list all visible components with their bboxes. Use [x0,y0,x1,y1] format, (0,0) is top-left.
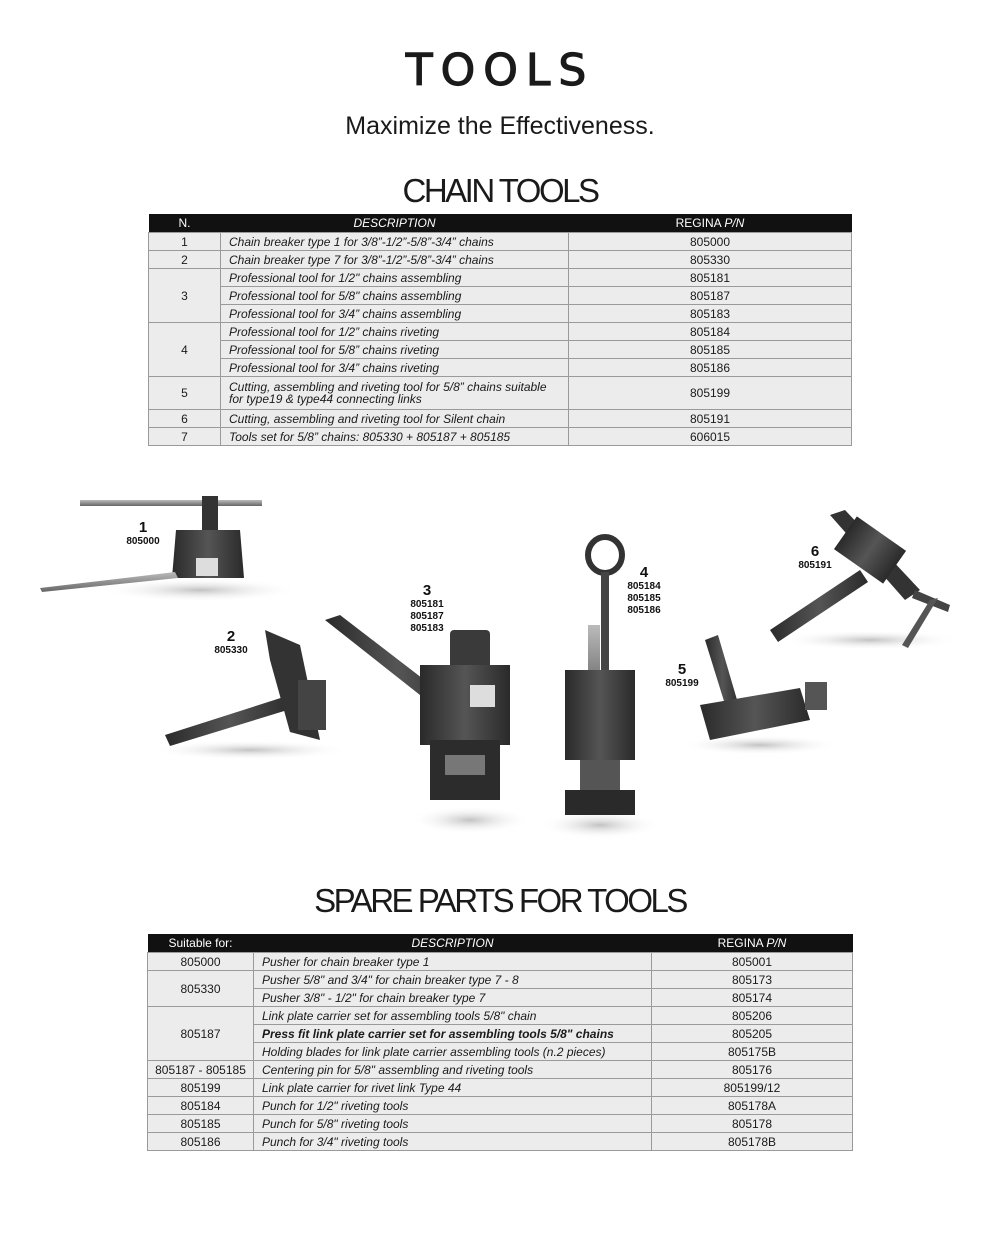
figure-number: 3 [422,582,432,599]
row-description: Cutting, assembling and riveting tool for Silent chain [221,410,569,428]
spare-parts-table [147,934,853,1151]
row-part-number: 606015 [569,428,852,446]
figure-number: 5 [677,661,687,678]
row-description: Holding blades for link plate carrier assembling tools (n.2 pieces) [254,1043,652,1061]
row-part-number: 805206 [652,1007,853,1025]
figure-part-number: 805330 [214,645,248,656]
table-row [148,1025,853,1043]
row-part-number: 805330 [569,251,852,269]
table-row [149,359,852,377]
table-row [148,1079,853,1097]
column-header-description: DESCRIPTION [221,214,569,233]
table-row [148,1043,853,1061]
row-suitable: 805199 [148,1079,254,1097]
row-part-number: 805184 [569,323,852,341]
table-row [149,341,852,359]
table-row [149,305,852,323]
pn-prefix: REGINA [675,216,721,230]
table-row [149,323,852,341]
row-number: 2 [149,251,221,269]
table-row [149,287,852,305]
row-part-number: 805183 [569,305,852,323]
pn-suffix: P/N [766,936,787,950]
row-description: Punch for 5/8" riveting tools [254,1115,652,1133]
row-description: Professional tool for 3/4” chains assembling [221,305,569,323]
figure-part-number: 805191 [798,560,832,571]
figure-label-1 [118,519,168,548]
page-title: TOOLS [405,45,595,96]
figure-label-5 [657,661,707,690]
column-header-pn [652,934,853,953]
row-description: Punch for 3/4" riveting tools [254,1133,652,1151]
table-row [148,1115,853,1133]
table-row [149,428,852,446]
row-number: 7 [149,428,221,446]
row-part-number: 805181 [569,269,852,287]
table-row [148,971,853,989]
table-row [148,989,853,1007]
row-part-number: 805173 [652,971,853,989]
spare-parts-heading: SPARE PARTS FOR TOOLS [314,882,686,919]
row-part-number: 805001 [652,953,853,971]
row-number: 3 [149,269,221,323]
row-part-number: 805176 [652,1061,853,1079]
assembling-tool-icon [325,615,530,834]
table-row [148,1133,853,1151]
row-description: Chain breaker type 7 for 3/8”-1/2”-5/8”-3/4” chains [221,251,569,269]
column-header-n: N. [149,214,221,233]
row-part-number: 805186 [569,359,852,377]
row-part-number: 805175B [652,1043,853,1061]
row-suitable: 805330 [148,971,254,1007]
row-part-number: 805174 [652,989,853,1007]
row-part-number: 805191 [569,410,852,428]
row-description: Pusher 5/8" and 3/4" for chain breaker type 7 - 8 [254,971,652,989]
cutting-assembling-tool-icon [680,635,840,755]
figure-label-2 [206,628,256,657]
table-row [148,1061,853,1079]
row-description: Professional tool for 1/2" chains assembling [221,269,569,287]
row-number: 4 [149,323,221,377]
figure-number: 2 [226,628,236,645]
row-description: Link plate carrier set for assembling tools 5/8" chain [254,1007,652,1025]
row-description: Professional tool for 1/2” chains riveting [221,323,569,341]
row-part-number: 805178A [652,1097,853,1115]
row-description: Professional tool for 5/8” chains riveting [221,341,569,359]
figure-part-number: 805186 [627,605,661,616]
chain-breaker-type-1-icon [40,496,300,602]
row-description: Punch for 1/2" riveting tools [254,1097,652,1115]
figure-part-number: 805181 [410,599,444,610]
row-description: Tools set for 5/8” chains: 805330 + 805187 + 805185 [221,428,569,446]
figure-label-6 [790,543,840,572]
column-header-description: DESCRIPTION [254,934,652,953]
table-row [149,233,852,251]
row-part-number: 805205 [652,1025,853,1043]
row-description: Professional tool for 5/8" chains assembling [221,287,569,305]
figure-number: 6 [810,543,820,560]
row-part-number: 805199/12 [652,1079,853,1097]
figure-part-number: 805183 [410,623,444,634]
row-description: Press fit link plate carrier set for assembling tools 5/8" chains [254,1025,652,1043]
table-row [148,1007,853,1025]
figure-part-number: 805184 [627,581,661,592]
row-part-number: 805178 [652,1115,853,1133]
row-suitable: 805187 - 805185 [148,1061,254,1079]
pn-suffix: P/N [724,216,745,230]
figure-part-number: 805199 [665,678,699,689]
row-number: 5 [149,377,221,410]
table-row [149,251,852,269]
figure-number: 1 [138,519,148,536]
figure-label-4 [619,564,669,617]
row-number: 6 [149,410,221,428]
row-description: Cutting, assembling and riveting tool for 5/8” chains suitable for type19 & type44 connecting links [221,377,569,410]
row-part-number: 805187 [569,287,852,305]
figure-part-number: 805000 [126,536,160,547]
silent-chain-tool-icon [770,510,960,650]
row-description: Link plate carrier for rivet link Type 44 [254,1079,652,1097]
table-row [148,953,853,971]
row-description: Professional tool for 3/4” chains riveting [221,359,569,377]
row-suitable: 805187 [148,1007,254,1061]
row-part-number: 805199 [569,377,852,410]
row-suitable: 805000 [148,953,254,971]
table-row [149,269,852,287]
row-suitable: 805184 [148,1097,254,1115]
figure-part-number: 805187 [410,611,444,622]
row-description: Pusher for chain breaker type 1 [254,953,652,971]
table-row [149,410,852,428]
page-subtitle: Maximize the Effectiveness. [345,112,655,140]
row-suitable: 805185 [148,1115,254,1133]
pn-prefix: REGINA [717,936,763,950]
row-part-number: 805000 [569,233,852,251]
row-description: Chain breaker type 1 for 3/8”-1/2”-5/8”-3/4” chains [221,233,569,251]
row-part-number: 805185 [569,341,852,359]
chain-tools-table [148,214,852,446]
column-header-suitable: Suitable for: [148,934,254,953]
row-part-number: 805178B [652,1133,853,1151]
row-number: 1 [149,233,221,251]
chain-tools-heading: CHAIN TOOLS [402,172,598,209]
table-header-row [148,934,853,953]
figure-part-number: 805185 [627,593,661,604]
row-description: Centering pin for 5/8" assembling and riveting tools [254,1061,652,1079]
row-description: Pusher 3/8" - 1/2" for chain breaker type 7 [254,989,652,1007]
table-header-row [149,214,852,233]
row-suitable: 805186 [148,1133,254,1151]
figure-number: 4 [639,564,649,581]
figure-label-3 [402,582,452,635]
column-header-pn [569,214,852,233]
table-row [149,377,852,410]
table-row [148,1097,853,1115]
